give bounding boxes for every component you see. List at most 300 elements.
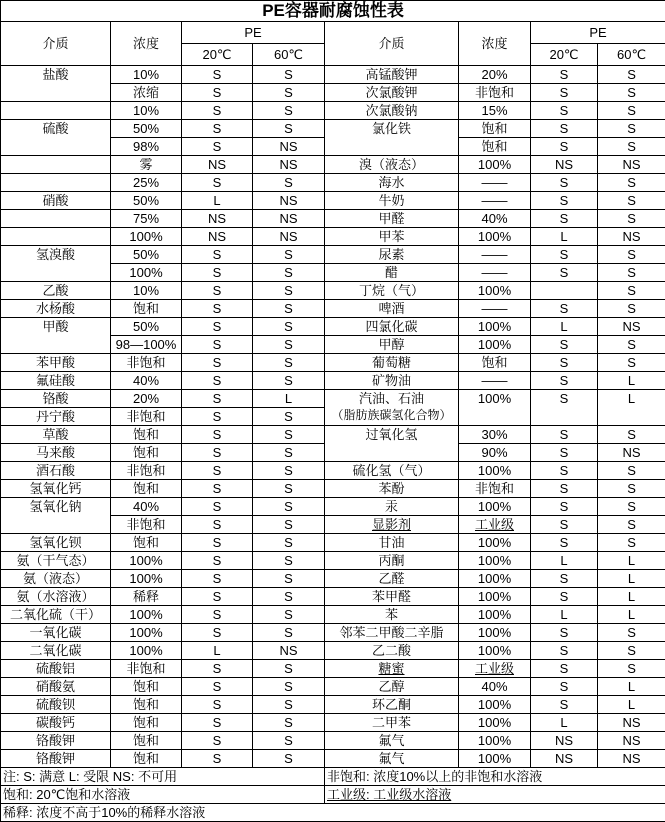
table-row xyxy=(1,426,665,444)
concentration-cell: 100% xyxy=(111,228,182,246)
medium-cell: 甘油 xyxy=(325,534,459,552)
table-row xyxy=(1,282,665,300)
concentration-cell: 非饱和 xyxy=(459,480,531,498)
medium-cell xyxy=(1,228,111,246)
medium-cell: 盐酸 xyxy=(1,66,111,102)
medium-cell: 邻苯二甲酸二辛脂 xyxy=(325,624,459,642)
rating-20c-cell: S xyxy=(182,588,253,606)
rating-20c-cell: S xyxy=(531,624,598,642)
rating-20c-cell: S xyxy=(531,84,598,102)
rating-60c-cell: S xyxy=(598,138,665,156)
rating-20c-cell: L xyxy=(182,192,253,210)
table-row xyxy=(1,534,665,552)
rating-60c-cell: NS xyxy=(253,138,325,156)
medium-cell: 乙醛 xyxy=(325,570,459,588)
concentration-cell: —— xyxy=(459,264,531,282)
rating-60c-cell: S xyxy=(598,102,665,120)
concentration-cell: 100% xyxy=(111,642,182,660)
concentration-cell: 100% xyxy=(459,732,531,750)
col-header-20c-right: 20℃ xyxy=(531,44,598,66)
table-row xyxy=(1,318,665,336)
table-row xyxy=(1,660,665,678)
medium-cell: 矿物油 xyxy=(325,372,459,390)
medium-cell: 显影剂 xyxy=(325,516,459,534)
medium-cell xyxy=(1,210,111,228)
rating-20c-cell: S xyxy=(531,300,598,318)
concentration-cell: 90% xyxy=(459,444,531,462)
medium-cell: 二甲苯 xyxy=(325,714,459,732)
rating-60c-cell: NS xyxy=(253,210,325,228)
medium-cell: 苯甲酸 xyxy=(1,354,111,372)
rating-60c-cell: S xyxy=(598,336,665,354)
table-row xyxy=(1,624,665,642)
concentration-cell: 10% xyxy=(111,66,182,84)
rating-60c-cell: S xyxy=(598,624,665,642)
concentration-cell: 饱和 xyxy=(111,300,182,318)
rating-20c-cell: S xyxy=(182,462,253,480)
rating-60c-cell: S xyxy=(598,642,665,660)
table-row xyxy=(1,588,665,606)
table-row xyxy=(1,642,665,660)
medium-cell: 氟气 xyxy=(325,732,459,750)
table-row xyxy=(1,462,665,480)
rating-60c-cell: S xyxy=(598,426,665,444)
medium-cell: 铬酸钾 xyxy=(1,732,111,750)
medium-cell: 氢氧化钡 xyxy=(1,534,111,552)
medium-cell: 甲苯 xyxy=(325,228,459,246)
rating-60c-cell: S xyxy=(253,354,325,372)
rating-60c-cell: S xyxy=(598,462,665,480)
rating-60c-cell: S xyxy=(598,354,665,372)
concentration-cell: 饱和 xyxy=(111,426,182,444)
rating-60c-cell: S xyxy=(253,444,325,462)
rating-20c-cell: S xyxy=(531,444,598,462)
concentration-cell: 100% xyxy=(459,534,531,552)
rating-20c-cell: S xyxy=(182,552,253,570)
rating-20c-cell: S xyxy=(531,642,598,660)
rating-60c-cell: S xyxy=(253,372,325,390)
medium-cell: 甲酸 xyxy=(1,318,111,354)
rating-20c-cell: S xyxy=(182,498,253,516)
medium-cell: 铬酸钾 xyxy=(1,750,111,768)
rating-60c-cell: S xyxy=(598,534,665,552)
concentration-cell: 饱和 xyxy=(111,696,182,714)
medium-cell: 环乙酮 xyxy=(325,696,459,714)
concentration-cell: 100% xyxy=(459,228,531,246)
rating-60c-cell: S xyxy=(598,210,665,228)
rating-20c-cell: S xyxy=(531,588,598,606)
rating-60c-cell: S xyxy=(598,660,665,678)
concentration-cell: 饱和 xyxy=(111,534,182,552)
concentration-cell: 40% xyxy=(459,678,531,696)
medium-cell: 马来酸 xyxy=(1,444,111,462)
rating-20c-cell: S xyxy=(182,606,253,624)
table-row xyxy=(1,498,665,516)
rating-20c-cell: S xyxy=(182,246,253,264)
rating-60c-cell: L xyxy=(598,390,665,426)
rating-20c-cell: S xyxy=(182,102,253,120)
table-row xyxy=(1,156,665,174)
rating-20c-cell: S xyxy=(182,264,253,282)
concentration-cell: 40% xyxy=(111,498,182,516)
table-row xyxy=(1,678,665,696)
medium-cell: 海水 xyxy=(325,174,459,192)
rating-60c-cell: S xyxy=(253,282,325,300)
rating-60c-cell: NS xyxy=(598,732,665,750)
concentration-cell: 稀释 xyxy=(111,588,182,606)
rating-60c-cell: S xyxy=(253,264,325,282)
concentration-cell: 100% xyxy=(459,714,531,732)
medium-cell: 醋 xyxy=(325,264,459,282)
rating-60c-cell: S xyxy=(253,336,325,354)
medium-cell: 汞 xyxy=(325,498,459,516)
concentration-cell: —— xyxy=(459,300,531,318)
rating-20c-cell: S xyxy=(531,120,598,138)
rating-60c-cell: NS xyxy=(253,156,325,174)
medium-cell xyxy=(1,174,111,192)
table-row xyxy=(1,120,665,138)
table-row xyxy=(1,354,665,372)
rating-60c-cell: S xyxy=(253,120,325,138)
concentration-cell: 工业级 xyxy=(459,516,531,534)
rating-20c-cell: S xyxy=(531,354,598,372)
medium-cell: 丙酮 xyxy=(325,552,459,570)
table-row xyxy=(1,732,665,750)
rating-60c-cell: S xyxy=(253,552,325,570)
medium-cell: 高锰酸钾 xyxy=(325,66,459,84)
rating-20c-cell: S xyxy=(182,174,253,192)
rating-60c-cell: S xyxy=(598,192,665,210)
medium-cell: 氟硅酸 xyxy=(1,372,111,390)
rating-60c-cell: S xyxy=(253,462,325,480)
rating-60c-cell: S xyxy=(598,516,665,534)
concentration-cell: 浓缩 xyxy=(111,84,182,102)
rating-20c-cell: S xyxy=(182,390,253,408)
concentration-cell: 饱和 xyxy=(459,120,531,138)
concentration-cell: 非饱和 xyxy=(459,84,531,102)
medium-cell xyxy=(1,156,111,174)
medium-cell: 糖蜜 xyxy=(325,660,459,678)
rating-20c-cell: S xyxy=(531,138,598,156)
table-row xyxy=(1,750,665,768)
col-header-20c-left: 20℃ xyxy=(182,44,253,66)
medium-cell: 氢溴酸 xyxy=(1,246,111,282)
note-legend: 注: S: 满意 L: 受限 NS: 不可用 xyxy=(1,768,325,786)
medium-cell: 乙酸 xyxy=(1,282,111,300)
medium-cell: 甲醇 xyxy=(325,336,459,354)
note-diluted: 稀释: 浓度不高于10%的稀释水溶液 xyxy=(1,804,665,822)
table-row xyxy=(1,606,665,624)
rating-20c-cell: S xyxy=(531,516,598,534)
concentration-cell: 100% xyxy=(459,570,531,588)
rating-20c-cell: S xyxy=(182,570,253,588)
concentration-cell: 饱和 xyxy=(459,138,531,156)
medium-cell: 草酸 xyxy=(1,426,111,444)
rating-60c-cell: NS xyxy=(598,444,665,462)
rating-20c-cell: L xyxy=(531,714,598,732)
note-unsaturated: 非饱和: 浓度10%以上的非饱和水溶液 xyxy=(325,768,665,786)
concentration-cell: 50% xyxy=(111,318,182,336)
concentration-cell: 饱和 xyxy=(111,678,182,696)
rating-20c-cell xyxy=(531,282,598,300)
medium-cell: 苯 xyxy=(325,606,459,624)
medium-cell: 氢氧化钙 xyxy=(1,480,111,498)
table-body xyxy=(1,66,665,768)
concentration-cell: 100% xyxy=(459,552,531,570)
rating-20c-cell: S xyxy=(531,66,598,84)
medium-cell: 二氧化碳 xyxy=(1,642,111,660)
rating-20c-cell: NS xyxy=(531,750,598,768)
concentration-cell: 饱和 xyxy=(111,732,182,750)
rating-20c-cell: S xyxy=(182,516,253,534)
rating-20c-cell: S xyxy=(182,318,253,336)
table-row xyxy=(1,228,665,246)
rating-20c-cell: S xyxy=(531,480,598,498)
concentration-cell: 工业级 xyxy=(459,660,531,678)
concentration-cell: —— xyxy=(459,174,531,192)
rating-20c-cell: S xyxy=(531,534,598,552)
concentration-cell: 15% xyxy=(459,102,531,120)
rating-20c-cell: S xyxy=(531,246,598,264)
medium-cell: 硝酸 xyxy=(1,192,111,210)
concentration-cell: 100% xyxy=(111,264,182,282)
rating-20c-cell: S xyxy=(182,660,253,678)
rating-60c-cell: NS xyxy=(598,228,665,246)
medium-line1: 汽油、石油 xyxy=(358,391,424,406)
col-header-medium-right: 介质 xyxy=(325,22,459,66)
concentration-cell: 100% xyxy=(111,624,182,642)
rating-60c-cell: NS xyxy=(598,714,665,732)
note-saturated: 饱和: 20℃饱和水溶液 xyxy=(1,786,325,804)
concentration-cell: 50% xyxy=(111,192,182,210)
medium-cell: 溴（液态） xyxy=(325,156,459,174)
rating-60c-cell: L xyxy=(598,606,665,624)
concentration-cell: 30% xyxy=(459,426,531,444)
rating-60c-cell: S xyxy=(253,606,325,624)
table-row xyxy=(1,552,665,570)
medium-cell: 啤酒 xyxy=(325,300,459,318)
medium-cell: 乙醇 xyxy=(325,678,459,696)
table-row xyxy=(1,390,665,408)
rating-60c-cell: NS xyxy=(598,318,665,336)
rating-20c-cell: NS xyxy=(531,732,598,750)
rating-60c-cell: L xyxy=(598,588,665,606)
table-row xyxy=(1,372,665,390)
rating-20c-cell: S xyxy=(531,264,598,282)
rating-60c-cell: S xyxy=(253,480,325,498)
concentration-cell: 饱和 xyxy=(111,750,182,768)
concentration-cell: 饱和 xyxy=(111,480,182,498)
rating-60c-cell: S xyxy=(598,480,665,498)
table-row xyxy=(1,714,665,732)
medium-cell: 二氧化硫（干） xyxy=(1,606,111,624)
medium-cell: 硫化氢（气） xyxy=(325,462,459,480)
concentration-cell: 100% xyxy=(459,624,531,642)
medium-cell: 氟气 xyxy=(325,750,459,768)
rating-20c-cell: S xyxy=(182,120,253,138)
concentration-cell: 10% xyxy=(111,282,182,300)
medium-cell: 铬酸 xyxy=(1,390,111,408)
medium-cell: 氢氧化钠 xyxy=(1,498,111,534)
col-header-medium-left: 介质 xyxy=(1,22,111,66)
concentration-cell: 非饱和 xyxy=(111,408,182,426)
rating-60c-cell: NS xyxy=(253,642,325,660)
rating-60c-cell: S xyxy=(598,246,665,264)
medium-cell: 过氧化氢 xyxy=(325,426,459,462)
rating-60c-cell: S xyxy=(253,66,325,84)
table-row xyxy=(1,210,665,228)
col-header-pe-right: PE xyxy=(531,22,665,44)
rating-60c-cell: S xyxy=(253,246,325,264)
concentration-cell: 非饱和 xyxy=(111,354,182,372)
medium-cell: 乙二酸 xyxy=(325,642,459,660)
concentration-cell: 100% xyxy=(459,642,531,660)
rating-60c-cell: S xyxy=(598,498,665,516)
rating-60c-cell: NS xyxy=(253,192,325,210)
rating-20c-cell: L xyxy=(531,228,598,246)
table-row xyxy=(1,300,665,318)
concentration-cell: 25% xyxy=(111,174,182,192)
rating-20c-cell: S xyxy=(182,138,253,156)
concentration-cell: 75% xyxy=(111,210,182,228)
concentration-cell: 100% xyxy=(459,336,531,354)
table-row xyxy=(1,102,665,120)
rating-60c-cell: S xyxy=(253,678,325,696)
rating-20c-cell: S xyxy=(531,210,598,228)
table-row xyxy=(1,174,665,192)
rating-60c-cell: S xyxy=(598,282,665,300)
concentration-cell: 非饱和 xyxy=(111,660,182,678)
rating-20c-cell: L xyxy=(531,606,598,624)
concentration-cell: 100% xyxy=(459,750,531,768)
rating-20c-cell: S xyxy=(182,480,253,498)
rating-20c-cell: S xyxy=(531,336,598,354)
rating-20c-cell: S xyxy=(531,192,598,210)
table-row xyxy=(1,696,665,714)
medium-cell: 次氯酸钠 xyxy=(325,102,459,120)
rating-20c-cell: S xyxy=(182,678,253,696)
rating-60c-cell: S xyxy=(253,570,325,588)
rating-20c-cell: S xyxy=(182,354,253,372)
rating-20c-cell: S xyxy=(182,444,253,462)
rating-20c-cell: S xyxy=(182,66,253,84)
medium-cell: 苯甲醛 xyxy=(325,588,459,606)
rating-60c-cell: S xyxy=(253,498,325,516)
rating-60c-cell: S xyxy=(598,264,665,282)
rating-20c-cell: S xyxy=(182,696,253,714)
rating-60c-cell: S xyxy=(253,714,325,732)
concentration-cell: 非饱和 xyxy=(111,462,182,480)
rating-60c-cell: S xyxy=(253,426,325,444)
concentration-cell: 20% xyxy=(459,66,531,84)
rating-20c-cell: S xyxy=(182,714,253,732)
concentration-cell: 100% xyxy=(459,588,531,606)
concentration-cell: 40% xyxy=(111,372,182,390)
medium-cell: 氯化铁 xyxy=(325,120,459,156)
rating-20c-cell: S xyxy=(182,300,253,318)
concentration-cell: —— xyxy=(459,246,531,264)
table-row xyxy=(1,480,665,498)
rating-60c-cell: S xyxy=(253,534,325,552)
rating-60c-cell: S xyxy=(598,84,665,102)
medium-cell: 次氯酸钾 xyxy=(325,84,459,102)
medium-cell: 水杨酸 xyxy=(1,300,111,318)
rating-60c-cell: L xyxy=(598,696,665,714)
concentration-cell: 50% xyxy=(111,246,182,264)
col-header-concentration-left: 浓度 xyxy=(111,22,182,66)
medium-cell: 苯酚 xyxy=(325,480,459,498)
rating-20c-cell: S xyxy=(182,84,253,102)
rating-60c-cell: S xyxy=(253,624,325,642)
rating-60c-cell: L xyxy=(253,390,325,408)
rating-20c-cell: S xyxy=(531,102,598,120)
rating-20c-cell: S xyxy=(182,624,253,642)
concentration-cell: —— xyxy=(459,372,531,390)
concentration-cell: 100% xyxy=(111,552,182,570)
table-row xyxy=(1,66,665,84)
rating-20c-cell: NS xyxy=(182,156,253,174)
table-row xyxy=(1,192,665,210)
medium-cell: 硫酸铝 xyxy=(1,660,111,678)
concentration-cell: 100% xyxy=(459,606,531,624)
concentration-cell: 100% xyxy=(459,696,531,714)
rating-20c-cell: S xyxy=(182,534,253,552)
concentration-cell: 20% xyxy=(111,390,182,408)
rating-20c-cell: S xyxy=(182,426,253,444)
rating-60c-cell: S xyxy=(253,300,325,318)
rating-60c-cell: L xyxy=(598,552,665,570)
rating-60c-cell: S xyxy=(598,300,665,318)
rating-60c-cell: NS xyxy=(253,228,325,246)
col-header-60c-right: 60℃ xyxy=(598,44,665,66)
rating-60c-cell: S xyxy=(253,588,325,606)
medium-cell: 一氧化碳 xyxy=(1,624,111,642)
rating-20c-cell: S xyxy=(182,732,253,750)
rating-60c-cell: L xyxy=(598,372,665,390)
rating-60c-cell: S xyxy=(253,732,325,750)
rating-20c-cell: S xyxy=(531,426,598,444)
medium-cell: 牛奶 xyxy=(325,192,459,210)
medium-cell: 葡萄糖 xyxy=(325,354,459,372)
rating-60c-cell: S xyxy=(598,66,665,84)
rating-20c-cell: S xyxy=(531,462,598,480)
rating-60c-cell: S xyxy=(253,102,325,120)
col-header-pe-left: PE xyxy=(182,22,325,44)
rating-20c-cell: S xyxy=(531,372,598,390)
medium-cell: 碳酸钙 xyxy=(1,714,111,732)
rating-60c-cell: NS xyxy=(598,750,665,768)
rating-20c-cell: S xyxy=(531,660,598,678)
page-title: PE容器耐腐蚀性表 xyxy=(1,1,665,22)
medium-cell xyxy=(325,390,459,426)
medium-cell: 酒石酸 xyxy=(1,462,111,480)
medium-cell: 氨（液态） xyxy=(1,570,111,588)
concentration-cell: 100% xyxy=(111,570,182,588)
rating-20c-cell: S xyxy=(182,372,253,390)
rating-20c-cell: S xyxy=(182,282,253,300)
rating-60c-cell: S xyxy=(253,84,325,102)
table-row xyxy=(1,570,665,588)
medium-line2: （脂肪族碳氢化合物） xyxy=(331,408,452,422)
medium-cell xyxy=(1,102,111,120)
medium-cell: 氨（水溶液） xyxy=(1,588,111,606)
medium-cell: 硫酸钡 xyxy=(1,696,111,714)
rating-60c-cell: NS xyxy=(598,156,665,174)
rating-20c-cell: S xyxy=(531,174,598,192)
concentration-cell: 100% xyxy=(459,282,531,300)
rating-20c-cell: L xyxy=(182,642,253,660)
medium-cell: 丁烷（气） xyxy=(325,282,459,300)
